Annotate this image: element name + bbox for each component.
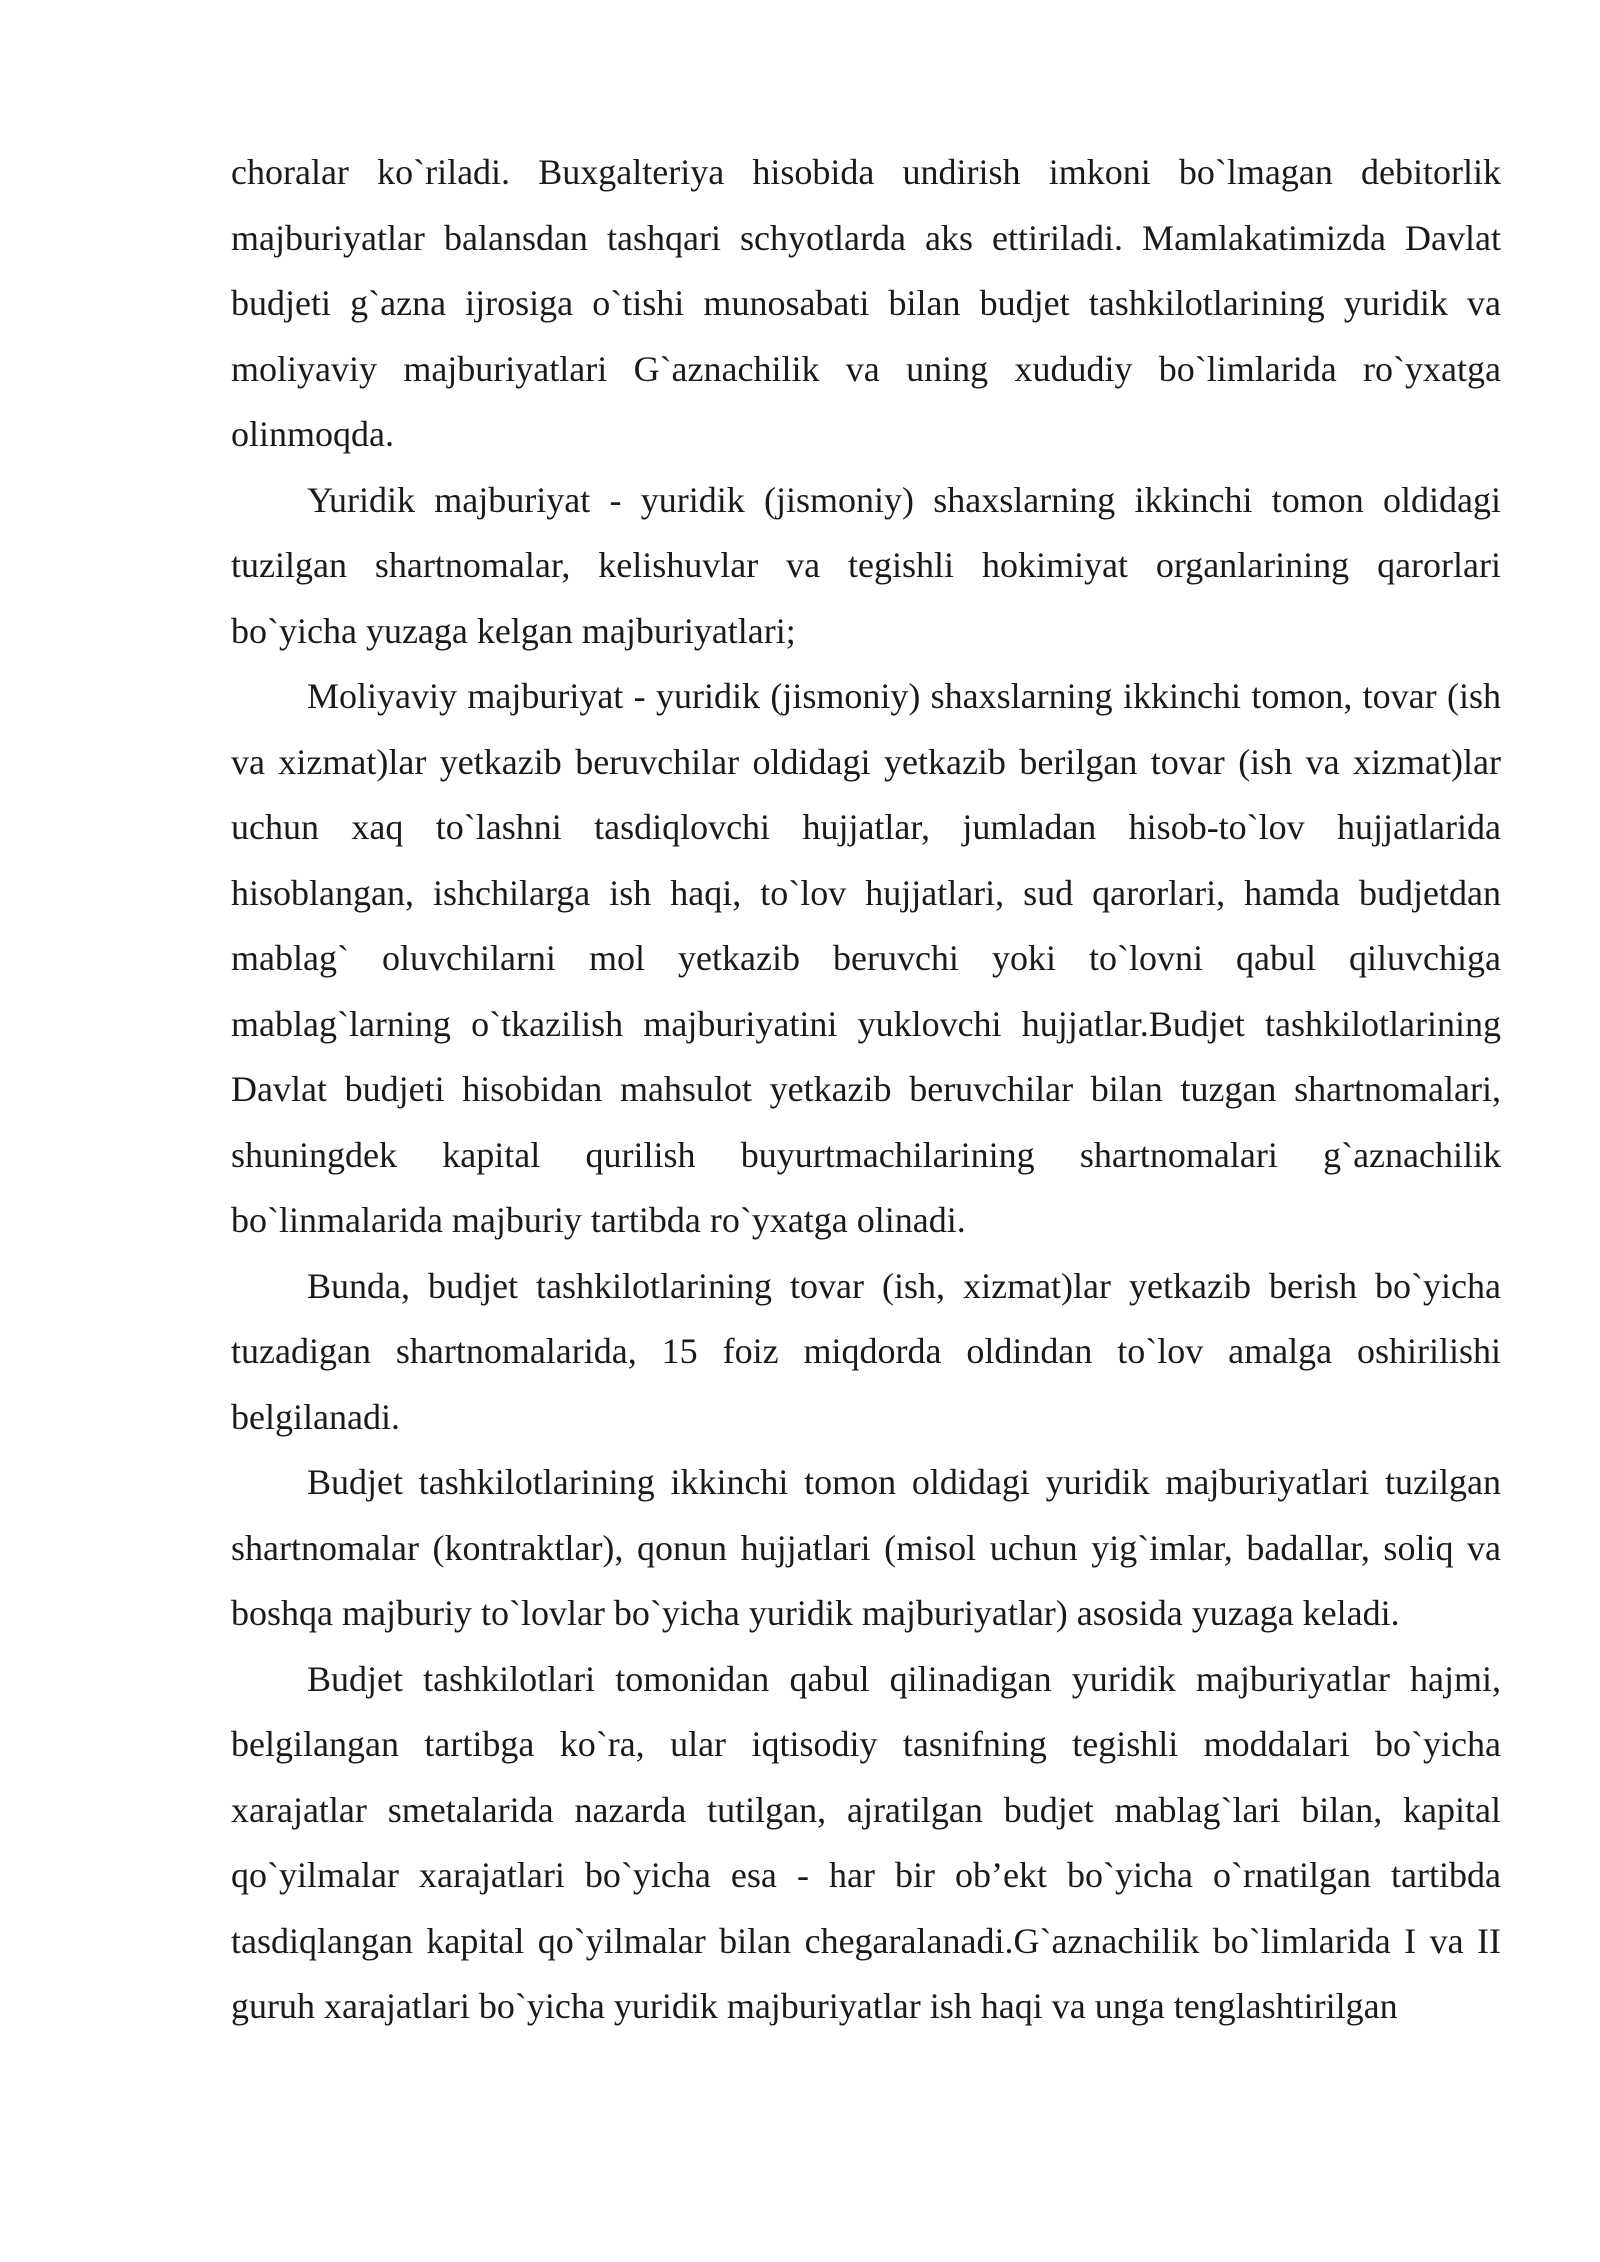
paragraph-4: Bunda, budjet tashkilotlarining tovar (ish, xizmat)lar yetkazib berish bo`yicha tuzadigan shartnomalarida, 15 foiz miqdorda oldindan to`lov amalga oshirilishi belgilanadi. xyxy=(231,1265,1501,1437)
paragraph-3: Moliyaviy majburiyat - yuridik (jismoniy) shaxslarning ikkinchi tomon, tovar (ish va xizmat)lar yetkazib beruvchilar oldidagi yetkazib berilgan tovar (ish va xizmat)lar uchun xaq to`lashni tasdiqlovchi hujjatlar, jumladan hisob-to`lov hujjatlarida hisoblangan, ishchilarga ish haqi, to`lov hujjatlari, sud qarorlari, hamda budjetdan mablag` oluvchilarni mol yetkazib beruvchi yoki to`lovni qabul qiluvchiga mablag`larning o`tkazilish majburiyatini yuklovchi hujjatlar.Budjet tashkilotlarining Davlat budjeti hisobidan mahsulot yetkazib beruvchilar bilan tuzgan shartnomalari, shuningdek kapital qurilish buyurtmachilarining shartnomalari g`aznachilik bo`linmalarida majburiy tartibda ro`yxatga olinadi. xyxy=(231,676,1501,1240)
document-page xyxy=(231,140,1501,2040)
paragraph-2: Yuridik majburiyat - yuridik (jismoniy) shaxslarning ikkinchi tomon oldidagi tuzilgan shartnomalar, kelishuvlar va tegishli hokimiyat organlarining qarorlari bo`yicha yuzaga kelgan majburiyatlari; xyxy=(231,479,1501,651)
paragraph-6: Budjet tashkilotlari tomonidan qabul qilinadigan yuridik majburiyatlar hajmi, belgilangan tartibga ko`ra, ular iqtisodiy tasnifning tegishli moddalari bo`yicha xarajatlar smetalarida nazarda tutilgan, ajratilgan budjet mablag`lari bilan, kapital qo`yilmalar xarajatlari bo`yicha esa - har bir ob’ekt bo`yicha o`rnatilgan tartibda tasdiqlangan kapital qo`yilmalar bilan chegaralanadi.G`aznachilik bo`limlarida I va II guruh xarajatlari bo`yicha yuridik majburiyatlar ish haqi va unga tenglashtirilgan xyxy=(231,1658,1501,2026)
paragraph-5: Budjet tashkilotlarining ikkinchi tomon oldidagi yuridik majburiyatlari tuzilgan shartnomalar (kontraktlar), qonun hujjatlari (misol uchun yig`imlar, badallar, soliq va boshqa majburiy to`lovlar bo`yicha yuridik majburiyatlar) asosida yuzaga keladi. xyxy=(231,1462,1501,1633)
paragraph-1: choralar ko`riladi. Buxgalteriya hisobida undirish imkoni bo`lmagan debitorlik majburiyatlar balansdan tashqari schyotlarda aks ettiriladi. Mamlakatimizda Davlat budjeti g`azna ijrosiga o`tishi munosabati bilan budjet tashkilotlarining yuridik va moliyaviy majburiyatlari G`aznachilik va uning xududiy bo`limlarida ro`yxatga olinmoqda. xyxy=(231,152,1501,454)
